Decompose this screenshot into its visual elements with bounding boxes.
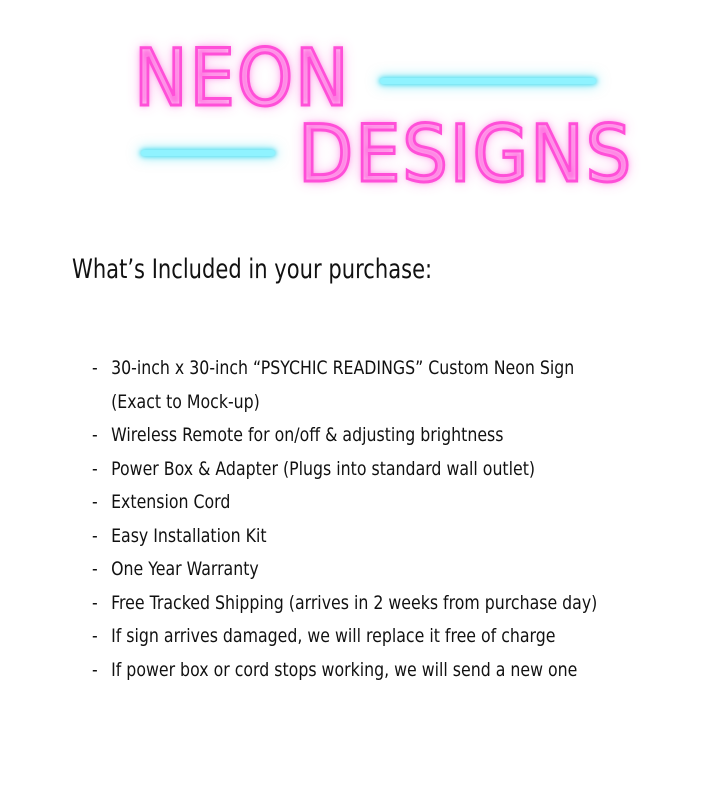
list-item: [92, 352, 701, 419]
bullet-dash: -: [92, 457, 98, 480]
bullet-dash: -: [92, 625, 98, 647]
page-heading: What’s Included in your purchase:: [72, 254, 433, 285]
list-item: [92, 587, 701, 621]
logo-word-neon: NEON: [134, 34, 351, 124]
list-item: [92, 486, 701, 520]
logo-neon-line-bottom: [141, 150, 275, 156]
list-item-text-continued: (Exact to Mock-up): [111, 390, 260, 413]
list-item: [92, 654, 701, 688]
list-item: [92, 520, 701, 554]
bullet-dash: -: [92, 357, 98, 379]
list-item-text: One Year Warranty: [111, 558, 259, 580]
list-item-text: If sign arrives damaged, we will replace it free of charge: [111, 625, 556, 647]
list-item: [92, 620, 701, 654]
neon-designs-logo: [0, 0, 701, 210]
list-item-text: Extension Cord: [111, 491, 231, 513]
bullet-dash: -: [92, 491, 98, 513]
list-item-text: If power box or cord stops working, we will send a new one: [111, 658, 578, 681]
list-item-text: Easy Installation Kit: [111, 524, 267, 547]
logo-neon-line-top: [380, 78, 596, 84]
list-item: [92, 419, 701, 453]
bullet-dash: -: [92, 658, 98, 681]
bullet-dash: -: [92, 524, 98, 547]
list-item: [92, 553, 701, 587]
list-item-text: 30-inch x 30-inch “PSYCHIC READINGS” Custom Neon Sign: [111, 357, 575, 379]
list-item-text: Wireless Remote for on/off & adjusting brightness: [111, 424, 504, 446]
bullet-dash: -: [92, 424, 98, 446]
included-items-list: [92, 352, 701, 687]
bullet-dash: -: [92, 558, 98, 580]
logo-word-designs: DESIGNS: [298, 110, 634, 200]
bullet-dash: -: [92, 591, 98, 614]
list-item-text: Power Box & Adapter (Plugs into standard wall outlet): [111, 457, 536, 480]
list-item: [92, 453, 701, 487]
list-item-text: Free Tracked Shipping (arrives in 2 weeks from purchase day): [111, 591, 598, 614]
